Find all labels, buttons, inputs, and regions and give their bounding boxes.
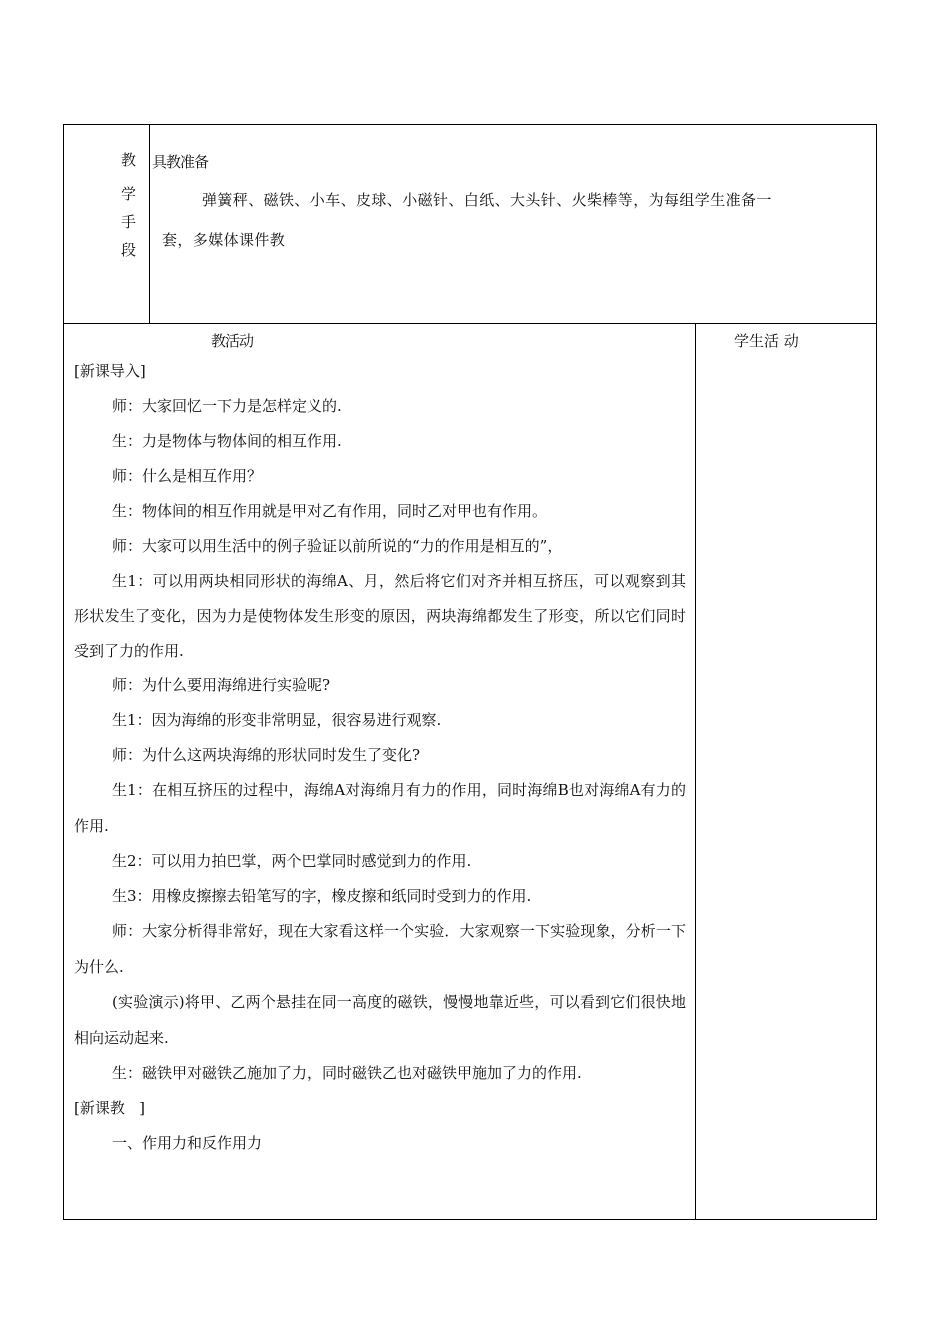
label-char: 教 [121,151,137,169]
section-heading: [新课教 ] [74,1099,146,1117]
label-char: 学 [121,185,137,203]
teaching-means-label-cell [64,125,150,323]
prep-materials-line: 弹簧秤、磁铁、小车、皮球、小磁针、白纸、大头针、火柴棒等，为每组学生准备一 [202,191,772,209]
teacher-activity-content [74,361,686,1168]
prep-title: 具教准备 [152,153,209,171]
dialogue-line: 师：什么是相互作用？ [112,467,263,485]
section-heading: [新课导入] [74,362,146,380]
dialogue-line: 生：力是物体与物体间的相互作用. [112,432,342,450]
dialogue-line: 生1：可以用两块相同形状的海绵A、月，然后将它们对齐并相互挤压，可以观察到其形状发生了变化，因为力是使物体发生形变的原因，两块海绵都发生了形变，所以它们同时受到了力的作用. [74,572,686,660]
dialogue-line: 师：为什么要用海绵进行实验呢? [112,676,331,694]
dialogue-line: 师：为什么这两块海绵的形状同时发生了变化? [112,746,421,764]
dialogue-line: 生3：用橡皮擦擦去铅笔写的字，橡皮擦和纸同时受到力的作用. [112,887,532,905]
dialogue-line: 生2：可以用力拍巴掌，两个巴掌同时感觉到力的作用. [112,852,472,870]
column-divider [695,324,696,1219]
student-activity-header: 学生活 动 [734,332,799,350]
teaching-means-table [63,124,877,324]
dialogue-line: 生：磁铁甲对磁铁乙施加了力，同时磁铁乙也对磁铁甲施加了力的作用. [112,1064,582,1082]
lesson-activity-table [63,323,877,1220]
label-char: 手 [121,213,137,231]
teaching-means-content-cell [150,125,876,323]
dialogue-line: 师：大家可以用生活中的例子验证以前所说的“力的作用是相互的”， [112,537,563,555]
dialogue-line: 师：大家回忆一下力是怎样定义的. [112,397,342,415]
dialogue-line: 生：物体间的相互作用就是甲对乙有作用，同时乙对甲也有作用。 [112,502,548,520]
dialogue-line: 生1：在相互挤压的过程中，海绵A对海绵月有力的作用，同时海绵B也对海绵A有力的作用. [74,781,686,835]
teacher-activity-header: 教活动 [211,332,254,350]
dialogue-line: 生1：因为海绵的形变非常明显，很容易进行观察. [112,711,442,729]
dialogue-line: 师：大家分析得非常好，现在大家看这样一个实验．大家观察一下实验现象，分析一下为什么. [74,922,686,976]
dialogue-line: (实验演示)将甲、乙两个悬挂在同一高度的磁铁，慢慢地靠近些，可以看到它们很快地相向运动起来. [74,993,686,1047]
label-char: 段 [121,241,137,259]
prep-materials-line: 套，多媒体课件教 [162,231,286,249]
subheading: 一、作用力和反作用力 [112,1134,263,1152]
